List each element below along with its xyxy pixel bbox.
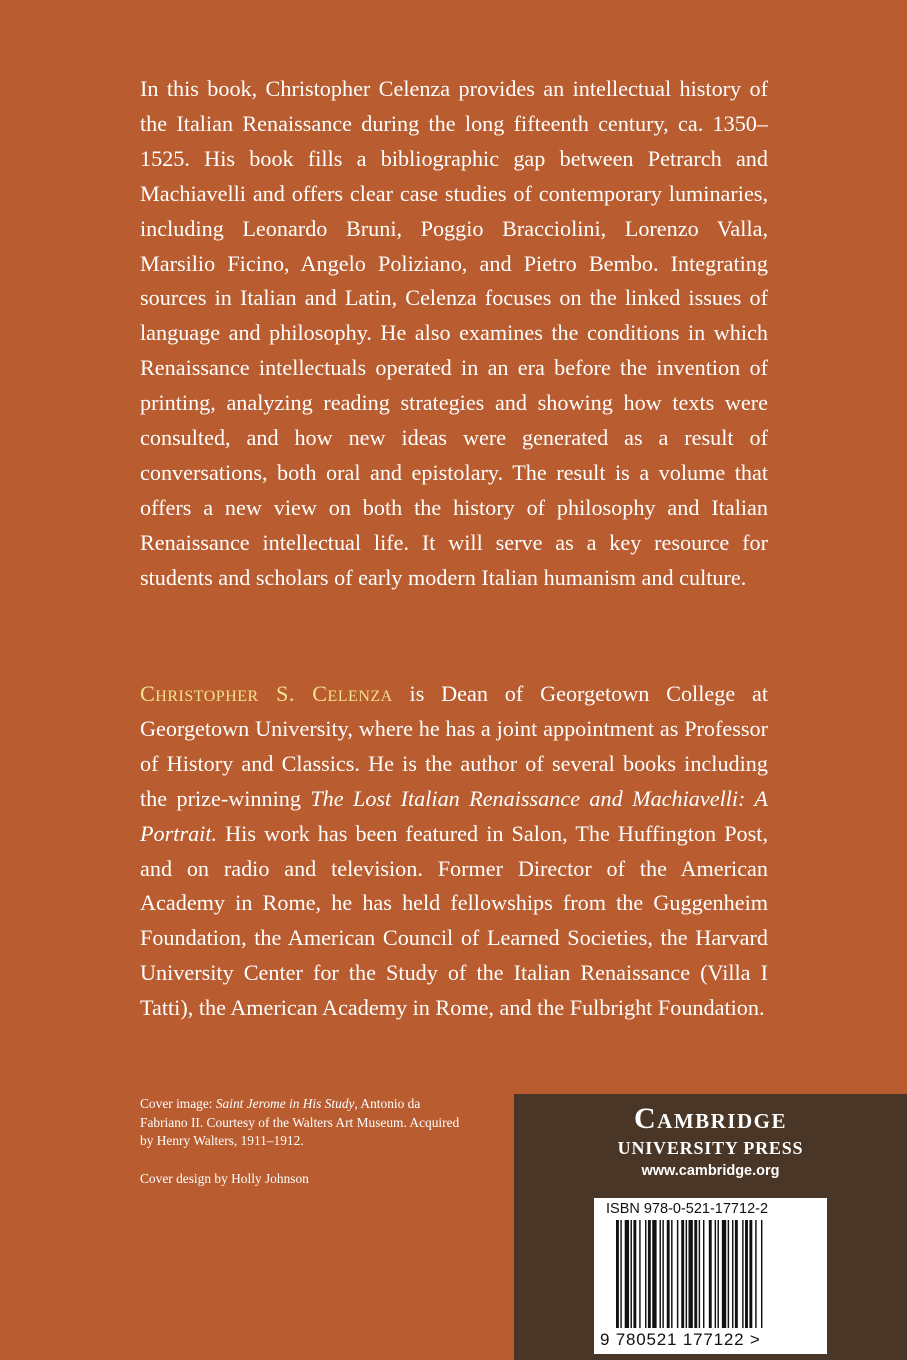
barcode-number: 9 780521 177122 >: [600, 1330, 761, 1349]
author-name: Christopher S. Celenza: [140, 681, 393, 706]
publisher-subtitle: UNIVERSITY PRESS: [617, 1138, 804, 1158]
publisher-name: Cambridge: [633, 1102, 787, 1135]
cover-image-credit: [140, 1095, 470, 1151]
credit-text: , Antonio da Fabriano II. Courtesy of the Walters Art Museum. Acquired by Henry Walters, 1911–1912.: [140, 1096, 460, 1149]
publisher-url: www.cambridge.org: [641, 1163, 780, 1179]
bio-text-1: is Dean of Georgetown College at Georgetown University, where he has a joint appointment as Professor of History and Classics. He is the author of several books including the prize-winning: [140, 681, 769, 811]
book-description: In this book, Christopher Celenza provides an intellectual history of the Italian Renaissance during the long fifteenth century, ca. 1350–1525. His book fills a bibliographic gap between Petrarch and Machiavelli and offers clear case studies of contemporary luminaries, including Leonardo Bruni, Poggio Bracciolini, Lorenzo Valla, Marsilio Ficino, Angelo Poliziano, and Pietro Bembo. Integrating sources in Italian and Latin, Celenza focuses on the linked issues of language and philosophy. He also examines the conditions in which Renaissance intellectuals operated in an era before the invention of printing, analyzing reading strategies and showing how texts were consulted, and how new ideas were generated as a result of conversations, both oral and epistolary. The result is a volume that offers a new view on both the history of philosophy and Italian Renaissance intellectual life. It will serve as a key resource for students and scholars of early modern Italian humanism and culture.: [140, 76, 768, 590]
book-title: The Lost Italian Renaissance and Machiavelli: A Portrait.: [140, 785, 768, 846]
cover-design-credit: Cover design by Holly Johnson: [140, 1171, 309, 1186]
artwork-title: Saint Jerome in His Study: [215, 1096, 355, 1111]
publisher-panel: [514, 1094, 907, 1360]
bio-text-2: His work has been featured in Salon, The Huffington Post, and on radio and television. Former Director of the American Academy in Rome, he has held fellowships from the Guggenheim Foundation, the American Council of Learned Societies, the Harvard University Center for the Study of the Italian Renaissance (Villa I Tatti), the American Academy in Rome, and the Fulbright Foundation.: [140, 820, 768, 1021]
barcode-box: [594, 1198, 827, 1354]
credit-label: Cover image:: [140, 1096, 216, 1111]
isbn-text: ISBN 978-0-521-17712-2: [606, 1201, 769, 1217]
author-bio: [140, 677, 768, 1026]
barcode-icon: [614, 1220, 809, 1328]
